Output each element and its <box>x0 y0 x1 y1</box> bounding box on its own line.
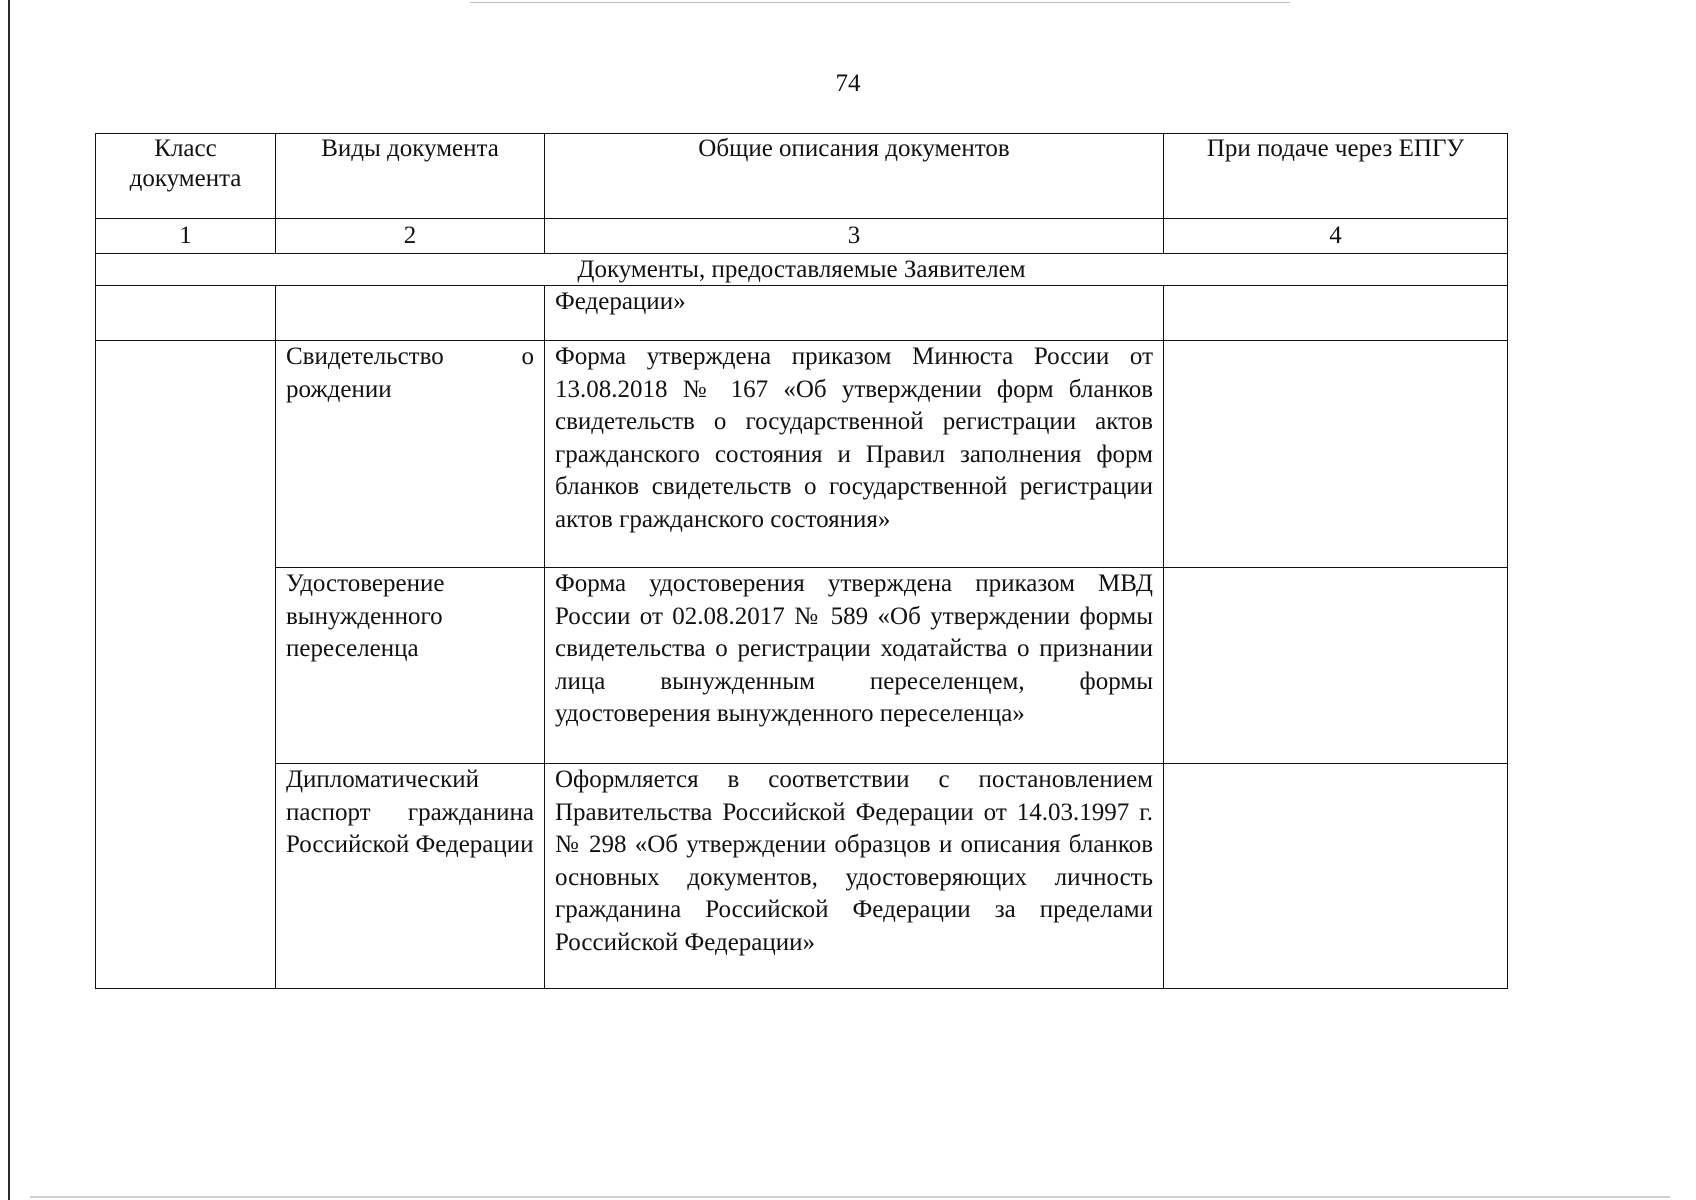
column-number: 3 <box>545 219 1164 254</box>
table-row <box>96 341 1508 568</box>
document-class-cell <box>96 341 276 989</box>
document-description: Форма утверждена приказом Минюста России от 13.08.2018 № 167 «Об утверждении форм бланков свидетельств о государственной регистрации актов гражданского состояния и Правил заполнения форм бланков свидетельств о государственной регистрации актов гражданского состояния» <box>545 341 1164 568</box>
header-class: Класс документа <box>96 134 276 219</box>
header-description: Общие описания документов <box>545 134 1164 219</box>
continuation-text: Федерации» <box>545 286 1164 341</box>
header-row <box>96 134 1508 219</box>
document-kind: Свидетельство о рождении <box>276 341 545 568</box>
epgu-cell <box>1164 764 1508 989</box>
document-description: Форма удостоверения утверждена приказом МВД России от 02.08.2017 № 589 «Об утверждении формы свидетельства о регистрации ходатайства о признании лица вынужденным переселенцем, формы удостоверения вынужденного переселенца» <box>545 568 1164 764</box>
scan-edge-bottom <box>30 1196 1670 1198</box>
scan-edge-left <box>8 0 10 1200</box>
section-title: Документы, предоставляемые Заявителем <box>96 254 1508 286</box>
column-number: 4 <box>1164 219 1508 254</box>
table-row <box>96 568 1508 764</box>
table-row <box>96 764 1508 989</box>
documents-table <box>95 133 1508 989</box>
column-number: 2 <box>276 219 545 254</box>
epgu-cell <box>1164 568 1508 764</box>
section-row <box>96 254 1508 286</box>
header-kind: Виды документа <box>276 134 545 219</box>
scan-edge-top <box>470 2 1290 3</box>
table-cell <box>96 286 276 341</box>
epgu-cell <box>1164 341 1508 568</box>
header-epgu: При подаче через ЕПГУ <box>1164 134 1508 219</box>
document-description: Оформляется в соответствии с постановлением Правительства Российской Федерации от 14.03.1997 г. № 298 «Об утверждении образцов и описания бланков основных документов, удостоверяющих личность гражданина Российской Федерации за пределами Российской Федерации» <box>545 764 1164 989</box>
page-number: 74 <box>835 70 861 97</box>
column-number-row <box>96 219 1508 254</box>
table-cell <box>276 286 545 341</box>
column-number: 1 <box>96 219 276 254</box>
table-cell <box>1164 286 1508 341</box>
continuation-row <box>96 286 1508 341</box>
document-kind: Удостоверение вынужденного переселенца <box>276 568 545 764</box>
document-kind: Дипломатический паспорт гражданина Российской Федерации <box>276 764 545 989</box>
